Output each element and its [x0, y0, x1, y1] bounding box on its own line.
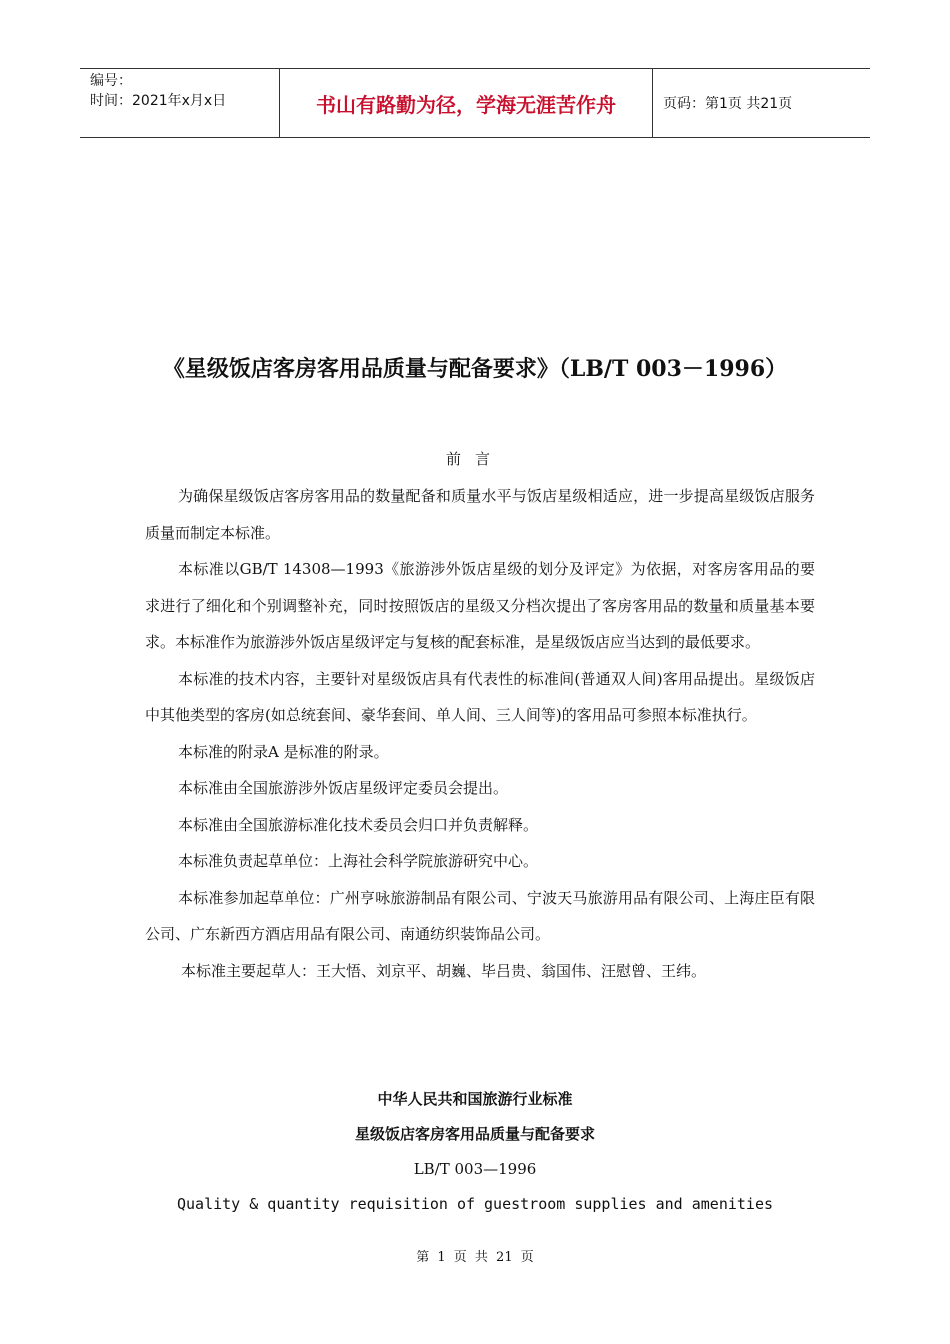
header-page-info: 页码：第1页 共21页: [663, 96, 793, 112]
document-number-label: 编号：: [90, 73, 132, 89]
standard-name: 星级饭店客房客用品质量与配备要求: [354, 1125, 595, 1143]
document-header: [80, 68, 870, 138]
standard-organization: 中华人民共和国旅游行业标准: [377, 1090, 573, 1108]
preface-paragraph: 本标准主要起草人：王大悟、刘京平、胡巍、毕吕贵、翁国伟、汪慰曾、王纬。: [181, 961, 707, 980]
preface-paragraph: 本标准以GB/T 14308—1993《旅游涉外饭店星级的划分及评定》为依据，对客房客用品的要求进行了细化和个别调整补充，同时按照饭店的星级又分档次提出了客房客用品的数量和质量基本要求。本标准作为旅游涉外饭店星级评定与复核的配套标准，是星级饭店应当达到的最低要求。: [145, 560, 815, 651]
preface-paragraph: 本标准的技术内容，主要针对星级饭店具有代表性的标准间(普通双人间)客用品提出。星级饭店中其他类型的客房(如总统套间、豪华套间、单人间、三人间等)的客用品可参照本标准执行。: [145, 669, 815, 724]
header-meta: [80, 69, 280, 137]
header-motto: 书山有路勤为径，学海无涯苦作舟: [280, 69, 653, 137]
standard-info: [0, 1082, 950, 1222]
standard-code: LB/T 003—1996: [413, 1160, 537, 1178]
standard-english-title: Quality & quantity requisition of guestroom supplies and amenities: [176, 1195, 774, 1213]
document-time-label: 时间：2021年x月x日: [90, 93, 227, 109]
preface-paragraph: 本标准负责起草单位：上海社会科学院旅游研究中心。: [178, 852, 539, 870]
document-title: 《星级饭店客房客用品质量与配备要求》（LB/T 003－1996）: [162, 356, 788, 382]
preface-paragraph: 本标准的附录A 是标准的附录。: [178, 742, 389, 761]
preface-paragraph: 本标准由全国旅游涉外饭店星级评定委员会提出。: [178, 779, 509, 797]
preface-paragraph: 为确保星级饭店客房客用品的数量配备和质量水平与饭店星级相适应，进一步提高星级饭店服务质量而制定本标准。: [145, 487, 815, 542]
page-footer: 第 1 页 共 21 页: [416, 1250, 534, 1265]
preface-paragraph: 本标准由全国旅游标准化技术委员会归口并负责解释。: [178, 815, 539, 834]
preface-paragraph: 本标准参加起草单位：广州亨咏旅游制品有限公司、宁波天马旅游用品有限公司、上海庄臣有限公司、广东新西方酒店用品有限公司、南通纺织装饰品公司。: [145, 888, 815, 943]
preface-heading: 前言: [445, 450, 504, 468]
preface-body: [145, 478, 815, 989]
